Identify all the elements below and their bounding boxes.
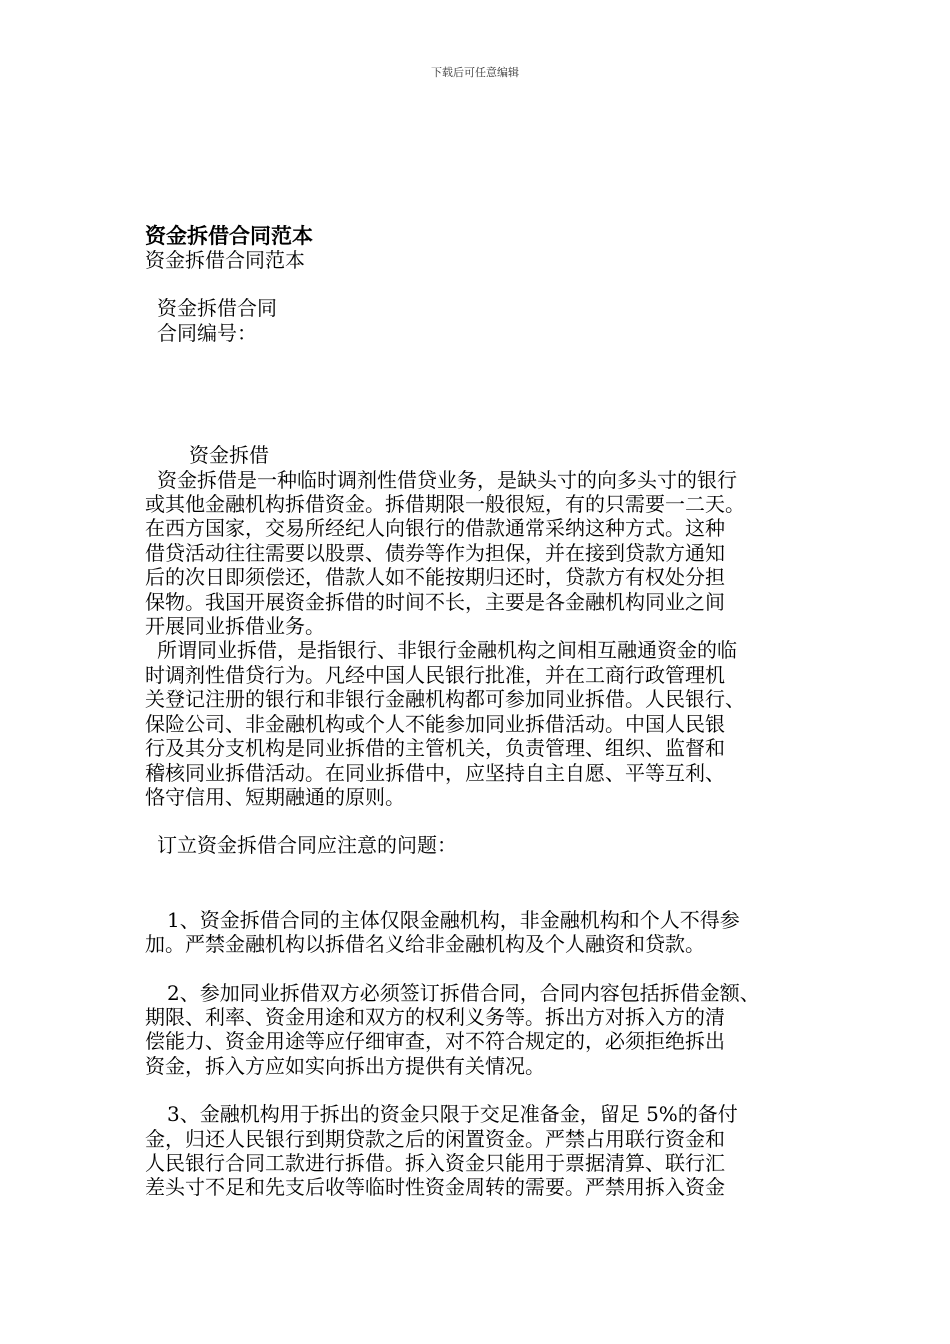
paragraph-line: 所谓同业拆借，是指银行、非银行金融机构之间相互融通资金的临 (157, 638, 737, 663)
paragraph-line: 1、资金拆借合同的主体仅限金融机构，非金融机构和个人不得参 (167, 907, 740, 932)
paragraph-line: 资金拆借是一种临时调剂性借贷业务，是缺头寸的向多头寸的银行 (157, 467, 737, 492)
spacer (145, 858, 835, 908)
paragraph-line: 行及其分支机构是同业拆借的主管机关，负责管理、组织、监督和 (145, 736, 725, 761)
paragraph-line: 关登记注册的银行和非银行金融机构都可参加同业拆借。人民银行、 (145, 687, 745, 712)
paragraph-line: 差头寸不足和先支后收等临时性资金周转的需要。严禁用拆入资金 (145, 1175, 725, 1200)
spacer (145, 272, 835, 296)
paragraph-line: 保物。我国开展资金拆借的时间不长，主要是各金融机构同业之间 (145, 589, 725, 614)
paragraph-interbank (145, 638, 835, 809)
contract-name: 资金拆借合同 (157, 296, 277, 321)
paragraph-line: 后的次日即须偿还，借款人如不能按期归还时，贷款方有权处分担 (145, 565, 725, 590)
paragraph-line: 偿能力、资金用途等应仔细审查，对不符合规定的，必须拒绝拆出 (145, 1029, 725, 1054)
paragraph-line: 借贷活动往往需要以股票、债券等作为担保，并在接到贷款方通知 (145, 540, 725, 565)
note-item-3 (145, 1102, 835, 1200)
document-title: 资金拆借合同范本 (145, 223, 313, 248)
document-body (145, 224, 835, 1200)
paragraph-line: 人民银行合同工款进行拆借。拆入资金只能用于票据清算、联行汇 (145, 1150, 725, 1175)
paragraph-line: 或其他金融机构拆借资金。拆借期限一般很短，有的只需要一二天。 (145, 492, 745, 517)
spacer (145, 957, 835, 981)
paragraph-line: 2、参加同业拆借双方必须签订拆借合同，合同内容包括拆借金额、 (167, 980, 760, 1005)
paragraph-line: 保险公司、非金融机构或个人不能参加同业拆借活动。中国人民银 (145, 711, 725, 736)
paragraph-line: 稽核同业拆借活动。在同业拆借中，应坚持自主自愿、平等互利、 (145, 760, 725, 785)
paragraph-line: 期限、利率、资金用途和双方的权利义务等。拆出方对拆入方的清 (145, 1004, 725, 1029)
paragraph-line: 3、金融机构用于拆出的资金只限于交足准备金，留足 5%的备付 (167, 1102, 738, 1127)
document-subtitle: 资金拆借合同范本 (145, 248, 305, 272)
note-item-1 (145, 908, 835, 957)
paragraph-line: 加。严禁金融机构以拆借名义给非金融机构及个人融资和贷款。 (145, 932, 705, 957)
spacer (145, 419, 835, 443)
spacer (145, 345, 835, 419)
paragraph-line: 在西方国家，交易所经纪人向银行的借款通常采纳这种方式。这种 (145, 516, 725, 541)
paragraph-line: 金，归还人民银行到期贷款之后的闲置资金。严禁占用联行资金和 (145, 1126, 725, 1151)
paragraph-line: 开展同业拆借业务。 (145, 614, 325, 639)
note-item-2 (145, 981, 835, 1079)
notes-heading: 订立资金拆借合同应注意的问题： (157, 833, 457, 858)
paragraph-definition (145, 468, 835, 639)
paragraph-line: 时调剂性借贷行为。凡经中国人民银行批准，并在工商行政管理机 (145, 662, 725, 687)
section-heading: 资金拆借 (189, 443, 269, 468)
header-note: 下载后可任意编辑 (431, 66, 519, 79)
paragraph-line: 资金，拆入方应如实向拆出方提供有关情况。 (145, 1053, 545, 1078)
spacer (145, 809, 835, 833)
contract-number-label: 合同编号： (157, 320, 257, 345)
spacer (145, 1078, 835, 1102)
paragraph-line: 恪守信用、短期融通的原则。 (145, 784, 405, 809)
